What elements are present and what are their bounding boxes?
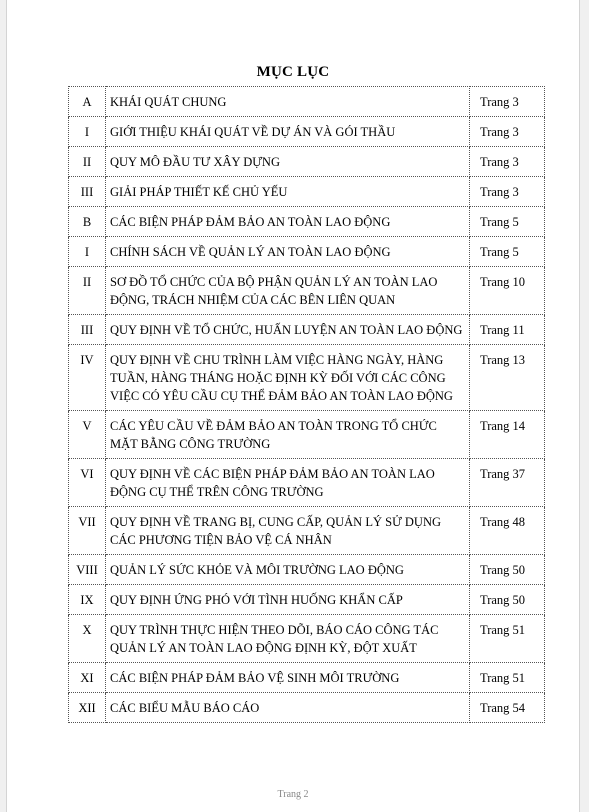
toc-number: XI — [69, 663, 106, 693]
toc-row — [69, 555, 545, 585]
toc-page: Trang 37 — [470, 459, 545, 507]
toc-heading: CHÍNH SÁCH VỀ QUẢN LÝ AN TOÀN LAO ĐỘNG — [106, 237, 470, 267]
toc-heading: CÁC BIỆN PHÁP ĐẢM BẢO VỆ SINH MÔI TRƯỜNG — [106, 663, 470, 693]
toc-page: Trang 3 — [470, 87, 545, 117]
toc-heading: QUY ĐỊNH VỀ TỔ CHỨC, HUẤN LUYỆN AN TOÀN LAO ĐỘNG — [106, 315, 470, 345]
toc-number: A — [69, 87, 106, 117]
toc-row — [69, 693, 545, 723]
toc-page: Trang 50 — [470, 555, 545, 585]
toc-number: II — [69, 147, 106, 177]
toc-heading: QUY ĐỊNH ỨNG PHÓ VỚI TÌNH HUỐNG KHẨN CẤP — [106, 585, 470, 615]
toc-page: Trang 14 — [470, 411, 545, 459]
toc-page: Trang 51 — [470, 615, 545, 663]
toc-row — [69, 237, 545, 267]
toc-heading: QUY TRÌNH THỰC HIỆN THEO DÕI, BÁO CÁO CÔNG TÁC QUẢN LÝ AN TOÀN LAO ĐỘNG ĐỊNH KỲ, ĐỘT XUẤT — [106, 615, 470, 663]
toc-heading: CÁC YÊU CẦU VỀ ĐẢM BẢO AN TOÀN TRONG TỔ CHỨC MẶT BẰNG CÔNG TRƯỜNG — [106, 411, 470, 459]
toc-row — [69, 459, 545, 507]
toc-number: B — [69, 207, 106, 237]
toc-heading: SƠ ĐỒ TỔ CHỨC CỦA BỘ PHẬN QUẢN LÝ AN TOÀN LAO ĐỘNG, TRÁCH NHIỆM CỦA CÁC BÊN LIÊN QUAN — [106, 267, 470, 315]
toc-number: I — [69, 237, 106, 267]
toc-row — [69, 207, 545, 237]
toc-number: VIII — [69, 555, 106, 585]
toc-heading: KHÁI QUÁT CHUNG — [106, 87, 470, 117]
page-footer: Trang 2 — [277, 789, 309, 800]
toc-page: Trang 3 — [470, 117, 545, 147]
toc-heading: GIỚI THIỆU KHÁI QUÁT VỀ DỰ ÁN VÀ GÓI THẦU — [106, 117, 470, 147]
toc-row — [69, 411, 545, 459]
toc-row — [69, 315, 545, 345]
toc-number: VI — [69, 459, 106, 507]
toc-row — [69, 507, 545, 555]
toc-heading: QUY ĐỊNH VỀ TRANG BỊ, CUNG CẤP, QUẢN LÝ SỬ DỤNG CÁC PHƯƠNG TIỆN BẢO VỆ CÁ NHÂN — [106, 507, 470, 555]
toc-number: III — [69, 315, 106, 345]
toc-number: V — [69, 411, 106, 459]
toc-page: Trang 10 — [470, 267, 545, 315]
toc-row — [69, 87, 545, 117]
toc-row — [69, 117, 545, 147]
toc-heading: CÁC BIỂU MẪU BÁO CÁO — [106, 693, 470, 723]
toc-number: XII — [69, 693, 106, 723]
toc-number: I — [69, 117, 106, 147]
toc-page: Trang 54 — [470, 693, 545, 723]
toc-page: Trang 13 — [470, 345, 545, 411]
toc-heading: GIẢI PHÁP THIẾT KẾ CHỦ YẾU — [106, 177, 470, 207]
toc-heading: QUY ĐỊNH VỀ CHU TRÌNH LÀM VIỆC HÀNG NGÀY, HÀNG TUẦN, HÀNG THÁNG HOẶC ĐỊNH KỲ ĐỐI VỚI CÁC CÔNG VIỆC CÓ YÊU CẦU CỤ THỂ ĐẢM BẢO AN TOÀN LAO ĐỘNG — [106, 345, 470, 411]
toc-row — [69, 267, 545, 315]
document-page — [6, 0, 580, 812]
toc-page: Trang 3 — [470, 147, 545, 177]
toc-page: Trang 5 — [470, 237, 545, 267]
toc-page: Trang 11 — [470, 315, 545, 345]
toc-number: VII — [69, 507, 106, 555]
toc-row — [69, 585, 545, 615]
toc-number: X — [69, 615, 106, 663]
toc-page: Trang 48 — [470, 507, 545, 555]
toc-number: II — [69, 267, 106, 315]
toc-number: IX — [69, 585, 106, 615]
toc-row — [69, 177, 545, 207]
toc-heading: QUY ĐỊNH VỀ CÁC BIỆN PHÁP ĐẢM BẢO AN TOÀN LAO ĐỘNG CỤ THỂ TRÊN CÔNG TRƯỜNG — [106, 459, 470, 507]
toc-row — [69, 615, 545, 663]
toc-row — [69, 663, 545, 693]
toc-heading: QUẢN LÝ SỨC KHỎE VÀ MÔI TRƯỜNG LAO ĐỘNG — [106, 555, 470, 585]
toc-number: III — [69, 177, 106, 207]
toc-page: Trang 51 — [470, 663, 545, 693]
toc-page: Trang 50 — [470, 585, 545, 615]
toc-page: Trang 3 — [470, 177, 545, 207]
toc-page: Trang 5 — [470, 207, 545, 237]
toc-row — [69, 147, 545, 177]
toc-heading: QUY MÔ ĐẦU TƯ XÂY DỰNG — [106, 147, 470, 177]
toc-number: IV — [69, 345, 106, 411]
toc-heading: CÁC BIỆN PHÁP ĐẢM BẢO AN TOÀN LAO ĐỘNG — [106, 207, 470, 237]
toc-table — [68, 86, 545, 723]
toc-title: MỤC LỤC — [256, 64, 330, 80]
toc-row — [69, 345, 545, 411]
